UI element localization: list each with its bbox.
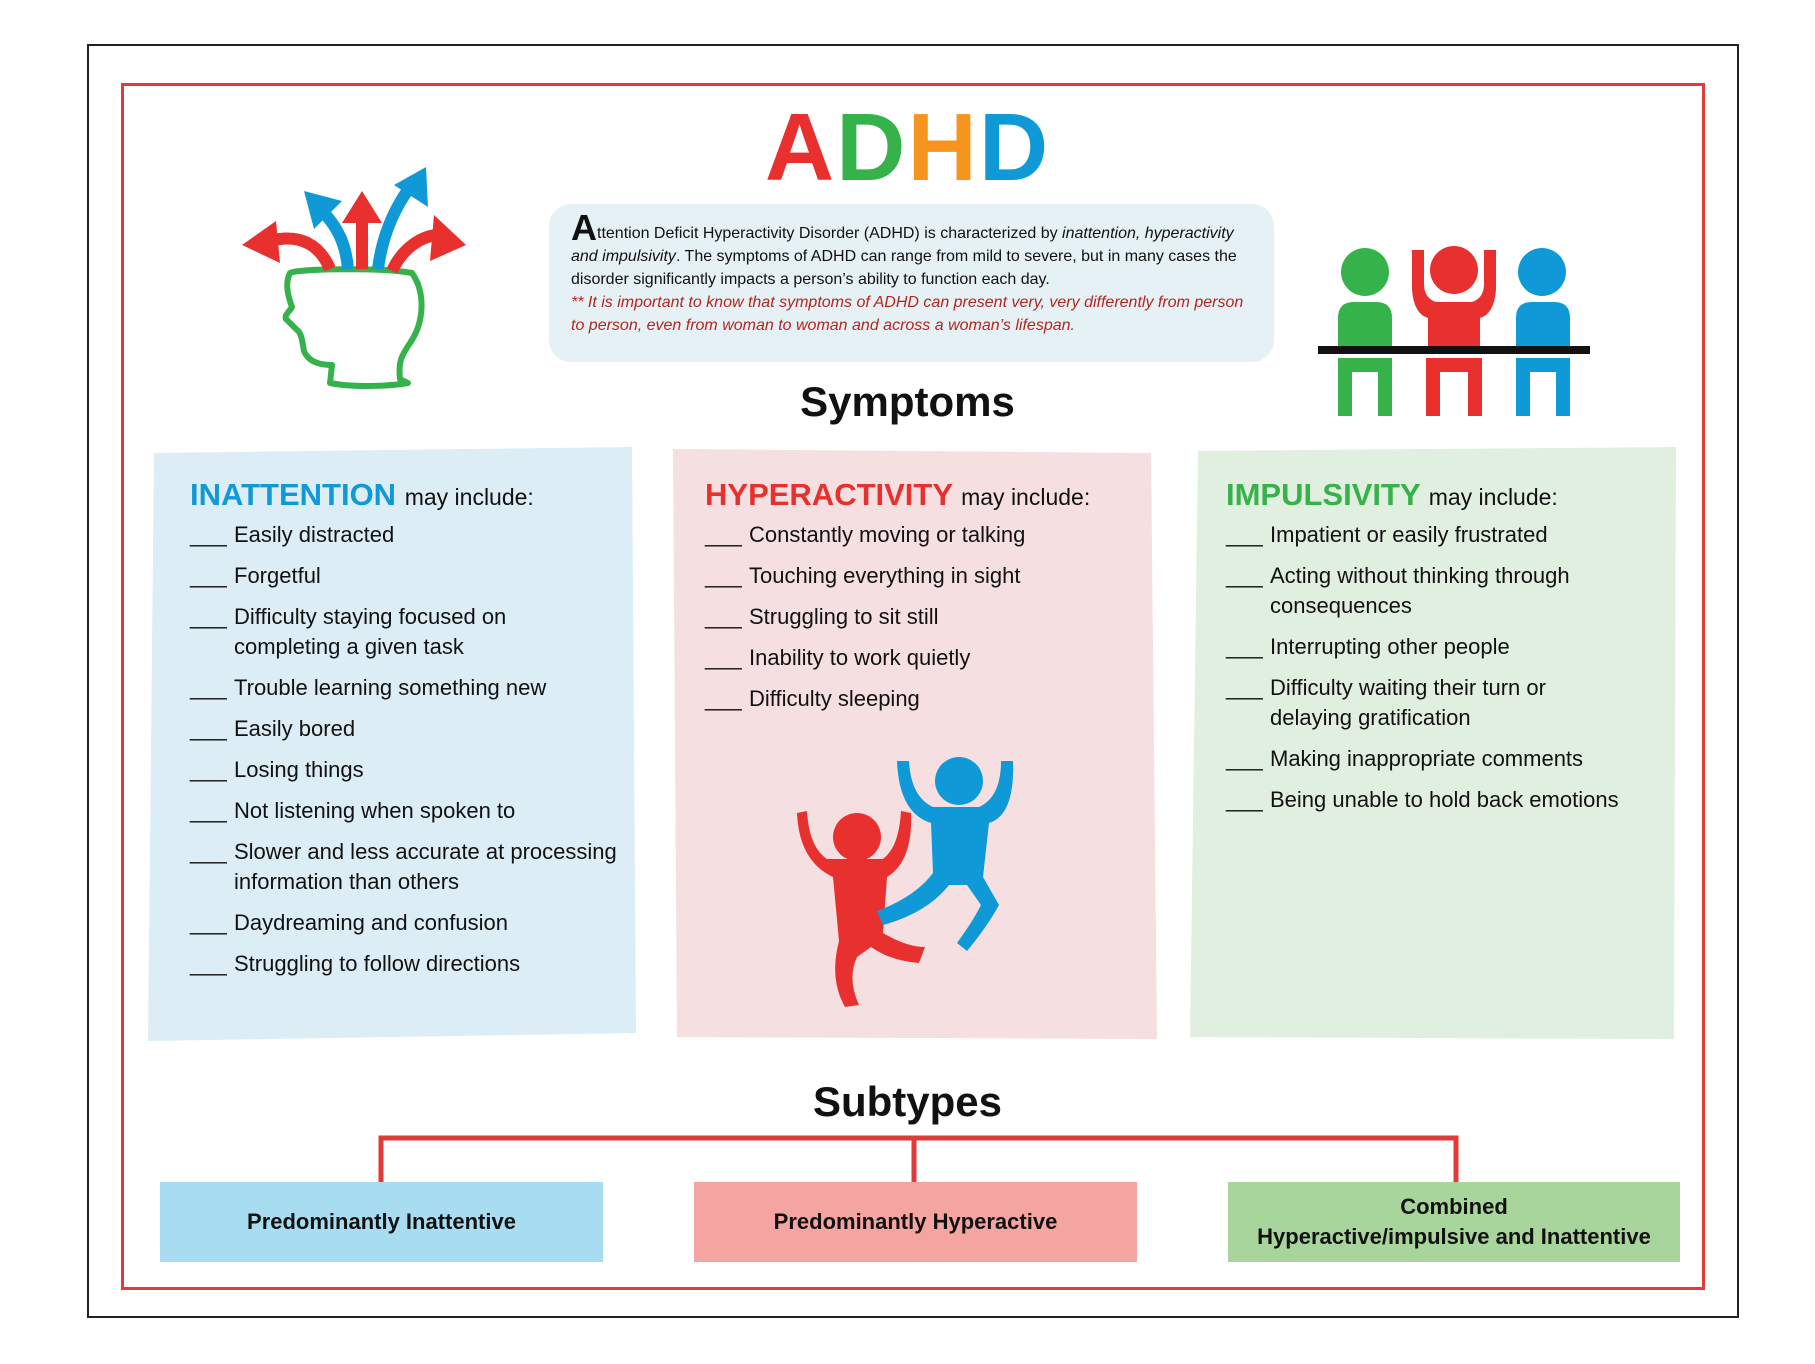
checkbox-blank[interactable]: ___ (1226, 787, 1263, 812)
checkbox-blank[interactable]: ___ (190, 910, 227, 935)
list-item-text: Being unable to hold back emotions (1270, 787, 1619, 812)
list-item-text: Not listening when spoken to (234, 798, 516, 823)
impulsivity-title-suffix: may include: (1428, 484, 1558, 510)
intro-text-italic: inattention, hyperactivity and impulsivity (571, 225, 1234, 265)
list-item-text: Easily distracted (234, 522, 395, 547)
list-item-text: Constantly moving or talking (749, 522, 1026, 547)
list-item-text: Acting without thinking through consequences (1270, 563, 1570, 618)
inattention-title-text: INATTENTION (190, 477, 397, 512)
checkbox-blank[interactable]: ___ (190, 563, 227, 588)
checkbox-blank[interactable]: ___ (190, 716, 227, 741)
checkbox-blank[interactable]: ___ (705, 645, 742, 670)
intro-text-2: . The symptoms of ADHD can range from mild to severe, but in many cases the disorder significantly impacts a person’s ability to function each day. (571, 248, 1237, 288)
checkbox-blank[interactable]: ___ (190, 522, 227, 547)
checkbox-blank[interactable]: ___ (1226, 675, 1263, 700)
checkbox-blank[interactable]: ___ (1226, 746, 1263, 771)
list-item-text: Impatient or easily frustrated (1270, 522, 1548, 547)
title-letter-h: H (907, 94, 979, 201)
intro-note: ** It is important to know that symptoms of ADHD can present very, very differently from person to person, even from woman to woman and across a woman’s lifespan. (571, 294, 1244, 334)
list-item-text: Trouble learning something new (234, 675, 547, 700)
checkbox-blank[interactable]: ___ (190, 798, 227, 823)
checkbox-blank[interactable]: ___ (1226, 563, 1263, 588)
title-letter-a: A (764, 94, 837, 201)
subtype-label: Predominantly Hyperactive (773, 1209, 1058, 1234)
subtype-label: Predominantly Inattentive (247, 1209, 516, 1234)
list-item-text: Forgetful (234, 563, 321, 588)
list-item-text: Making inappropriate comments (1270, 746, 1584, 771)
list-item-text: Difficulty staying focused on completing a given task (234, 604, 507, 659)
checkbox-blank[interactable]: ___ (705, 686, 742, 711)
subtype-label-line1: Combined (1400, 1194, 1508, 1219)
list-item-text: Daydreaming and confusion (234, 910, 508, 935)
title-letter-d: D (836, 94, 908, 201)
list-item-text: Struggling to follow directions (234, 951, 521, 976)
impulsivity-title-text: IMPULSIVITY (1226, 477, 1421, 512)
title-letter-d-2: D (978, 94, 1051, 201)
subtypes-heading: Subtypes (812, 1078, 1003, 1125)
intro-text-1: ttention Deficit Hyperactivity Disorder (ADHD) is characterized by (597, 225, 1063, 242)
symptoms-heading: Symptoms (800, 378, 1015, 425)
checkbox-blank[interactable]: ___ (1226, 634, 1263, 659)
list-item-text: Easily bored (234, 716, 356, 741)
inattention-title-suffix: may include: (404, 484, 534, 510)
subtype-predominantly-hyperactive (694, 1182, 1137, 1262)
checkbox-blank[interactable]: ___ (705, 522, 742, 547)
checkbox-blank[interactable]: ___ (1226, 522, 1263, 547)
list-item-text: Losing things (234, 757, 364, 782)
hyperactivity-title-suffix: may include: (961, 484, 1091, 510)
list-item-text: Inability to work quietly (749, 645, 971, 670)
list-item-text: Slower and less accurate at processing information than others (234, 839, 617, 894)
list-item-text: Struggling to sit still (749, 604, 939, 629)
list-item-text: Difficulty waiting their turn or delaying gratification (1270, 675, 1546, 730)
checkbox-blank[interactable]: ___ (705, 604, 742, 629)
checkbox-blank[interactable]: ___ (190, 675, 227, 700)
checkbox-blank[interactable]: ___ (190, 757, 227, 782)
list-item-text: Touching everything in sight (749, 563, 1021, 588)
subtype-predominantly-inattentive (160, 1182, 603, 1262)
checkbox-blank[interactable]: ___ (190, 839, 227, 864)
checkbox-blank[interactable]: ___ (705, 563, 742, 588)
intro-drop-cap: A (571, 207, 597, 248)
checkbox-blank[interactable]: ___ (190, 604, 227, 629)
subtype-combined (1228, 1182, 1680, 1262)
list-item-text: Interrupting other people (1270, 634, 1510, 659)
hyperactivity-title-text: HYPERACTIVITY (705, 477, 953, 512)
list-item-text: Difficulty sleeping (749, 686, 920, 711)
checkbox-blank[interactable]: ___ (190, 951, 227, 976)
subtype-label-line2: Hyperactive/impulsive and Inattentive (1257, 1224, 1651, 1249)
